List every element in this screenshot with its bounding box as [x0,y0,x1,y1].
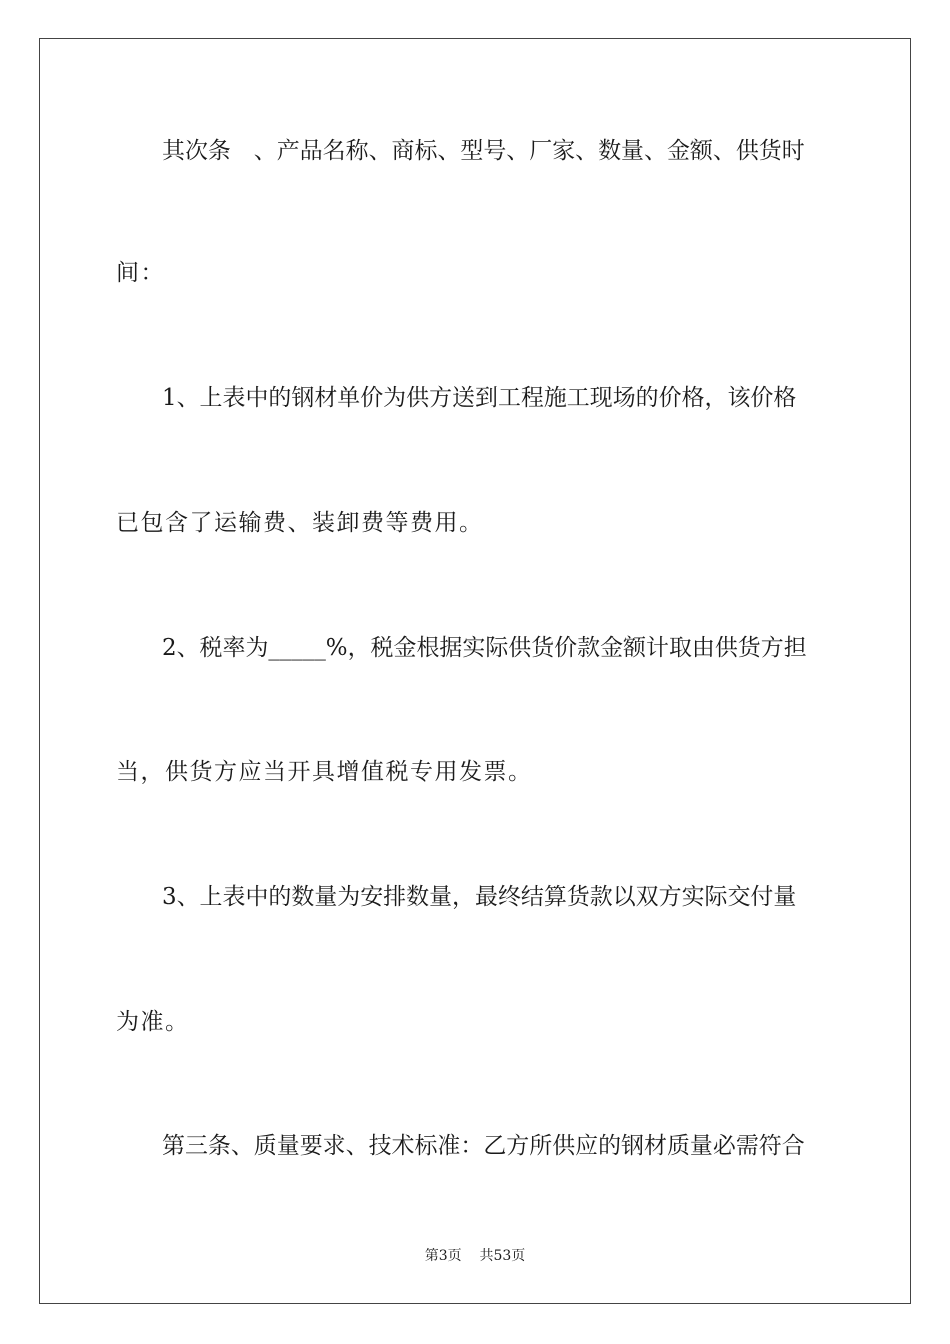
paragraph-2-line-1 [162,383,836,413]
paragraph-4-line-2 [116,1007,836,1037]
paragraph-1-line-2 [116,258,836,288]
paragraph-2-line-2 [116,508,836,538]
text-line: 已包含了运输费、装卸费等费用。 [116,510,484,536]
text-line: 1、上表中的钢材单价为供方送到工程施工现场的价格，该价格 [162,385,797,411]
text-line: 3、上表中的数量为安排数量，最终结算货款以双方实际交付量 [162,884,797,910]
text-line: 其次条 、产品名称、商标、型号、厂家、数量、金额、供货时 [162,138,805,164]
text-line: 当，供货方应当开具增值税专用发票。 [116,759,533,785]
text-line: 为准。 [116,1009,190,1035]
page-frame [39,38,911,1304]
paragraph-4-line-1 [162,882,836,912]
paragraph-3-line-2 [116,757,836,787]
paragraph-5-line-1 [162,1131,836,1161]
paragraph-1-line-1 [162,136,836,166]
text-line: 第三条、质量要求、技术标准：乙方所供应的钢材质量必需符合 [162,1133,805,1159]
page-number: 第3页 [424,1248,462,1264]
page-total: 共53页 [479,1248,526,1264]
text-line: 间： [116,260,165,286]
paragraph-3-line-1 [162,633,836,663]
text-line: 2、税率为_____%，税金根据实际供货价款金额计取由供货方担 [162,635,807,661]
page-footer [0,1247,950,1265]
